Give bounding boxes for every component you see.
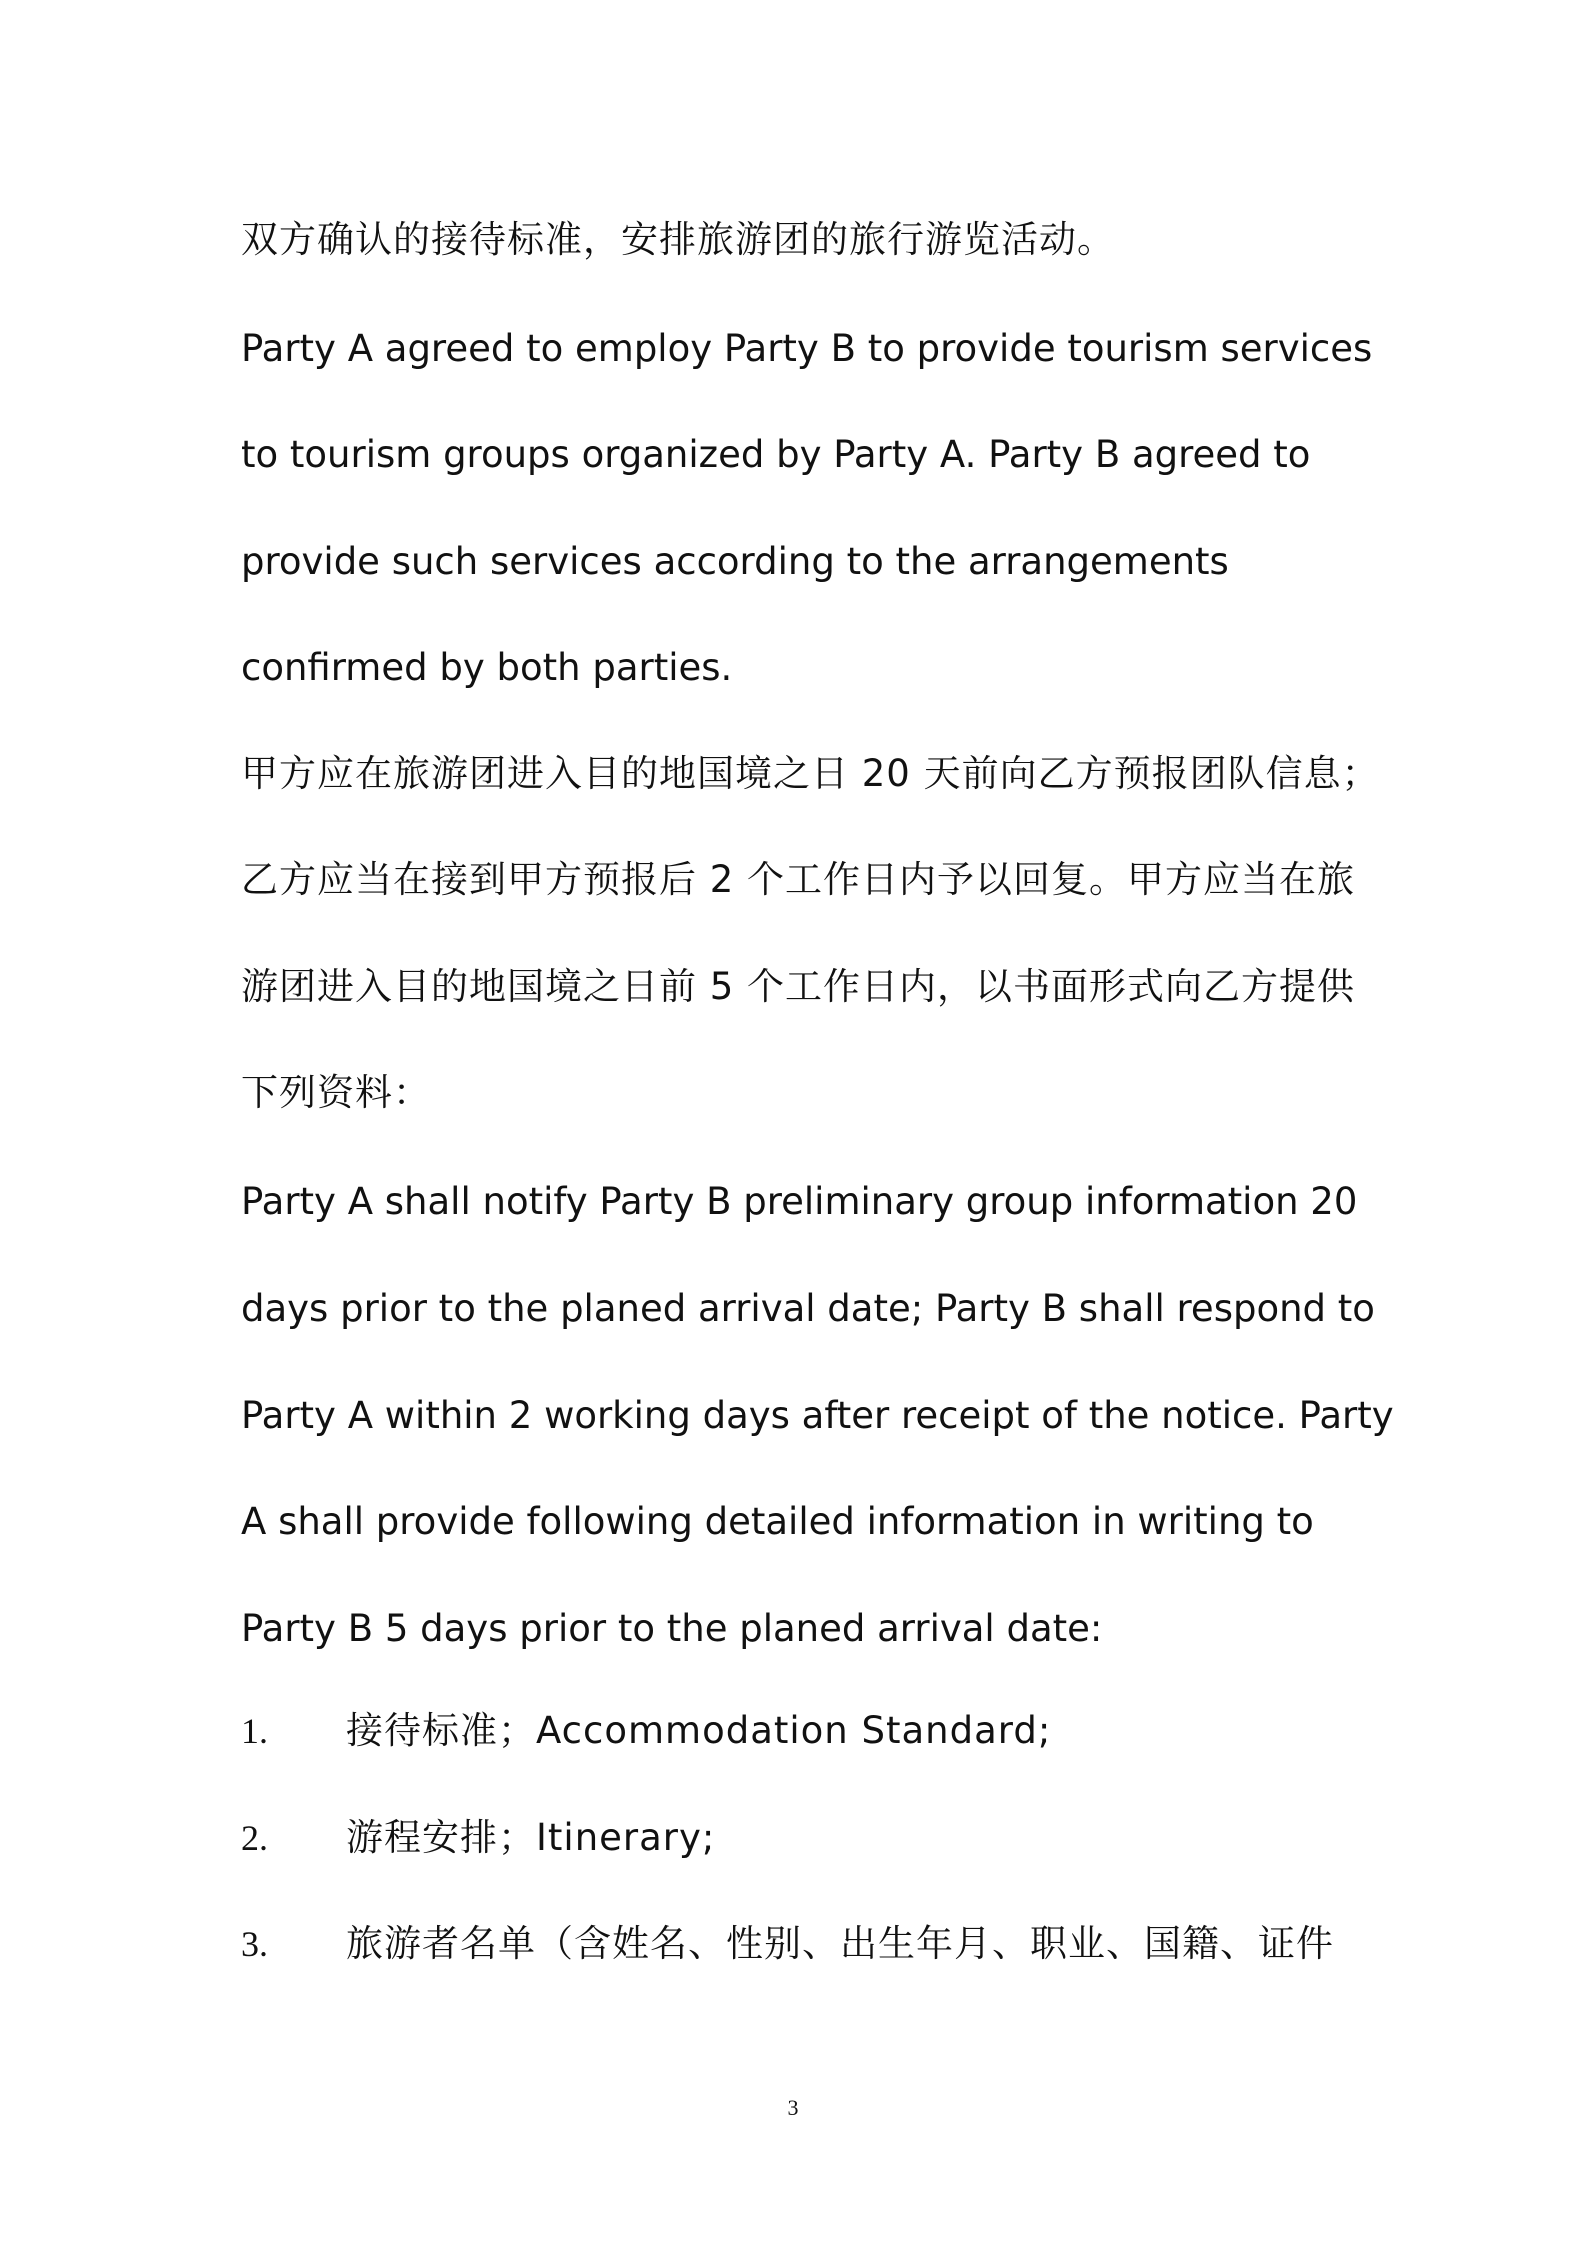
paragraph-line: Party B 5 days prior to the planed arrival date: — [241, 1607, 1103, 1650]
paragraph-line: Party A within 2 working days after receipt of the notice. Party — [241, 1394, 1394, 1437]
paragraph-line: 甲方应在旅游团进入目的地国境之日 20 天前向乙方预报团队信息； — [241, 752, 1380, 795]
list-number: 3. — [241, 1924, 268, 1964]
paragraph-line: to tourism groups organized by Party A. Party B agreed to — [241, 433, 1311, 476]
list-item — [241, 1706, 1051, 1756]
paragraph-line: provide such services according to the arrangements — [241, 540, 1229, 583]
list-item — [241, 1813, 715, 1863]
paragraph-line: Party A agreed to employ Party B to provide tourism services — [241, 327, 1373, 370]
paragraph-line: confirmed by both parties. — [241, 646, 733, 689]
paragraph-line: A shall provide following detailed information in writing to — [241, 1500, 1314, 1543]
list-item — [241, 1919, 1334, 1969]
list-text: 接待标准；Accommodation Standard; — [346, 1709, 1052, 1752]
page-number: 3 — [787, 2095, 799, 2120]
list-text: 旅游者名单（含姓名、性别、出生年月、职业、国籍、证件 — [346, 1922, 1334, 1965]
list-text: 游程安排；Itinerary; — [346, 1816, 716, 1859]
paragraph-line: Party A shall notify Party B preliminary group information 20 — [241, 1180, 1358, 1223]
paragraph-line: 双方确认的接待标准，安排旅游团的旅行游览活动。 — [241, 218, 1115, 261]
list-number: 1. — [241, 1711, 268, 1751]
paragraph-line: 乙方应当在接到甲方预报后 2 个工作日内予以回复。甲方应当在旅 — [241, 858, 1356, 901]
paragraph-line: days prior to the planed arrival date; Party B shall respond to — [241, 1287, 1375, 1330]
paragraph-line: 下列资料： — [241, 1071, 431, 1114]
list-number: 2. — [241, 1818, 268, 1858]
paragraph-line: 游团进入目的地国境之日前 5 个工作日内，以书面形式向乙方提供 — [241, 965, 1356, 1008]
